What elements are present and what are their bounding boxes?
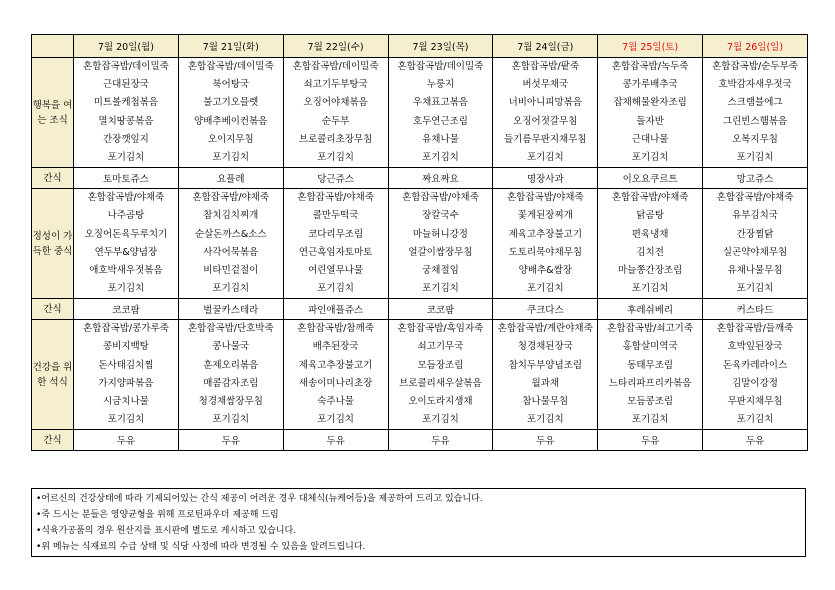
snack-item: 커스타드	[703, 299, 808, 320]
snack-item: 두유	[283, 430, 388, 451]
day-header: 7월 21일(화)	[178, 35, 283, 58]
dish-item: 포기김치	[422, 414, 459, 426]
dish-item: 도토리묵야채무침	[508, 246, 582, 258]
dish-item: 사각어묵볶음	[203, 246, 259, 258]
dish-item: 궁채절임	[422, 264, 459, 276]
dish-item: 참치김치찌개	[203, 210, 259, 222]
breakfast-menu-wed	[283, 58, 388, 168]
dish-item: 참치두부양념조림	[508, 359, 582, 371]
dish-item: 포기김치	[526, 151, 564, 163]
dish-item: 쇠고기두부탕국	[303, 79, 368, 91]
dish-item: 멸치땅콩볶음	[98, 115, 154, 127]
dish-item: 포기김치	[526, 283, 564, 295]
breakfast-menu-sat	[598, 58, 703, 168]
dish-item: 혼합잡곡밥/야채죽	[87, 192, 165, 204]
notes-box	[31, 488, 806, 557]
day-header-sunday: 7월 26일(일)	[703, 35, 808, 58]
dish-item: 오이지무침	[207, 133, 254, 145]
dish-item: 오이도라지생채	[408, 396, 473, 407]
dinner-menu-wed	[283, 320, 388, 430]
dish-item: 연근흑임자토마토	[298, 246, 373, 258]
dinner-menu-tue	[178, 320, 283, 430]
dish-item: 혼합잡곡밥/콩가루죽	[83, 323, 169, 335]
dish-item: 간장깻잎지	[102, 133, 149, 145]
dish-item: 혼합잡곡밥/흑임자죽	[397, 323, 484, 335]
dish-item: 실곤약야채무침	[722, 246, 788, 258]
dish-item: 얼갈이쌈장무침	[408, 246, 473, 258]
snack-item: 벌꿀카스테라	[178, 299, 283, 320]
dish-item: 혼합잡곡밥/참깨죽	[297, 323, 374, 335]
dish-item: 혼합잡곡밥/데이밀죽	[83, 61, 169, 72]
dish-item: 근대된장국	[102, 79, 149, 91]
dish-item: 우채표고볶음	[412, 97, 468, 109]
dinner-label: 건강을 위한 석식	[32, 320, 74, 430]
dish-item: 혼합잡곡밥/팥죽	[511, 61, 580, 72]
dish-item: 혼합잡곡밥/순두부죽	[712, 61, 798, 72]
dish-item: 순두부	[321, 115, 350, 127]
dish-item: 오복지무침	[732, 133, 778, 145]
dish-item: 혼합잡곡밥/야채죽	[611, 192, 689, 204]
dish-item: 김치전	[636, 246, 664, 258]
dish-item: 포기김치	[107, 414, 145, 426]
dish-item: 콩비지백탕	[102, 341, 149, 353]
dish-item: 숙주나물	[317, 396, 354, 407]
dish-item: 돈육카레라이스	[722, 359, 788, 371]
dish-item: 동태무조림	[627, 359, 674, 371]
dish-item: 브로콜리새우살볶음	[399, 377, 482, 389]
dinner-menu-sun	[703, 320, 808, 430]
dish-item: 포기김치	[107, 151, 145, 163]
dish-item: 모듬콩조림	[627, 396, 674, 407]
breakfast-row	[32, 58, 808, 168]
weekly-menu-table	[31, 34, 808, 451]
dish-item: 포기김치	[212, 283, 250, 295]
dish-item: 혼합잡곡밥/단호박죽	[187, 323, 274, 335]
dish-item: 포기김치	[212, 414, 250, 426]
dish-item: 코다리무조림	[308, 228, 364, 240]
dish-item: 양배추&쌈장	[518, 264, 572, 276]
lunch-row	[32, 189, 808, 299]
dish-item: 애호박새우젓볶음	[89, 264, 163, 276]
snack-item: 두유	[493, 430, 598, 451]
dish-item: 버섯무채국	[522, 79, 569, 91]
dish-item: 모듬장조림	[417, 359, 464, 371]
dish-item: 혼합잡곡밥/야채죽	[402, 192, 479, 204]
dish-item: 오징어야채볶음	[303, 97, 368, 109]
dish-item: 혼합잡곡밥/야채죽	[506, 192, 584, 204]
note-line: •식육가공품의 경우 원산지를 표시판에 별도로 게시하고 있습니다.	[36, 526, 297, 536]
lunch-menu-thu	[388, 189, 493, 299]
dish-item: 순살돈까스&소스	[194, 228, 267, 240]
snack-item: 코코팜	[388, 299, 493, 320]
dish-item: 포기김치	[526, 414, 564, 426]
dish-item: 나주곰탕	[107, 210, 145, 222]
dish-item: 무판지채무침	[727, 396, 783, 407]
evening-snack-row	[32, 430, 808, 451]
dish-item: 호박잎된장국	[727, 341, 783, 353]
header-row	[32, 35, 808, 58]
dish-item: 들기름무판지채무침	[504, 133, 587, 145]
day-header: 7월 24일(금)	[493, 35, 598, 58]
dish-item: 청경채된장국	[517, 341, 573, 353]
dish-item: 스크램블에그	[727, 97, 783, 109]
snack-item: 후레쉬베리	[598, 299, 703, 320]
dish-item: 꽃게된장찌개	[517, 210, 573, 222]
dish-item: 혼합잡곡밥/데이밀죽	[292, 61, 379, 72]
note-line: •어르신의 건강상태에 따라 기제되어있는 간식 제공이 어려운 경우 대체식(뉴케어등)을 제공하여 드리고 있습니다.	[36, 494, 483, 504]
dish-item: 청경채쌈장무침	[198, 396, 263, 407]
dish-item: 포기김치	[631, 283, 669, 295]
dish-item: 잡채해물완자조림	[613, 97, 687, 109]
dish-item: 북어탕국	[212, 79, 250, 91]
dish-item: 브로콜리초장무침	[298, 133, 373, 145]
lunch-menu-tue	[178, 189, 283, 299]
dish-item: 포기김치	[631, 151, 669, 163]
day-header: 7월 20일(월)	[74, 35, 179, 58]
lunch-menu-sun	[703, 189, 808, 299]
note-line: •위 메뉴는 식재료의 수급 상태 및 식당 사정에 따라 변경될 수 있음을 알려드립니다.	[36, 542, 366, 552]
dinner-menu-thu	[388, 320, 493, 430]
dish-item: 느타리파프리카볶음	[608, 377, 692, 389]
dish-item: 매콤감자조림	[203, 377, 259, 389]
snack-item: 파인애플쥬스	[283, 299, 388, 320]
snack-label: 간식	[32, 430, 74, 451]
dish-item: 혼합잡곡밥/들깨죽	[716, 323, 794, 335]
snack-label: 간식	[32, 299, 74, 320]
breakfast-menu-tue	[178, 58, 283, 168]
dish-item: 마늘허니강정	[412, 228, 468, 240]
snack-item: 두유	[178, 430, 283, 451]
dish-item: 포기김치	[736, 151, 774, 163]
note-line: •죽 드시는 분들은 영양균형을 위해 프로틴파우더 제공해 드림	[36, 510, 279, 520]
dish-item: 마늘쫑간장조림	[618, 264, 683, 276]
lunch-label: 정성이 가득한 중식	[32, 189, 74, 299]
dish-item: 오징어돈육두루치기	[84, 228, 168, 240]
dish-item: 제육고추장불고기	[298, 359, 373, 371]
breakfast-label: 행복을 여는 조식	[32, 58, 74, 168]
dish-item: 혼합잡곡밥/야채죽	[192, 192, 270, 204]
dish-item: 유채나물	[422, 133, 459, 145]
dish-item: 혼합잡곡밥/야채죽	[716, 192, 794, 204]
dish-item: 월과채	[531, 377, 560, 389]
dish-item: 가지양파볶음	[98, 377, 154, 389]
dish-item: 홍합살미역국	[622, 341, 678, 353]
breakfast-menu-fri	[493, 58, 598, 168]
snack-item: 쿠크다스	[493, 299, 598, 320]
dish-item: 쇠고기무국	[417, 341, 464, 353]
snack-item: 이오요쿠르트	[598, 168, 703, 189]
dish-item: 편육냉채	[631, 228, 669, 240]
dish-item: 참나물무침	[522, 396, 569, 407]
dish-item: 제육고추장불고기	[508, 228, 582, 240]
snack-item: 토마토쥬스	[74, 168, 179, 189]
dish-item: 콩가루배추국	[622, 79, 678, 91]
dish-item: 훈제오리볶음	[203, 359, 259, 371]
dish-item: 누룽지	[426, 79, 455, 91]
dish-item: 김말이강정	[732, 377, 778, 389]
dish-item: 새송이미나리초장	[298, 377, 373, 389]
dish-item: 유채나물무침	[727, 264, 783, 276]
dish-item: 닭곰탕	[636, 210, 664, 222]
dish-item: 혼합잡곡밥/녹두죽	[611, 61, 689, 72]
snack-label: 간식	[32, 168, 74, 189]
lunch-menu-sat	[598, 189, 703, 299]
snack-item: 두유	[598, 430, 703, 451]
dish-item: 돌자반	[636, 115, 664, 127]
day-header: 7월 22일(수)	[283, 35, 388, 58]
snack-item: 명장사과	[493, 168, 598, 189]
snack-item: 요플레	[178, 168, 283, 189]
dish-item: 포기김치	[212, 151, 250, 163]
dish-item: 간장찜닭	[736, 228, 774, 240]
dish-item: 혼합잡곡밥/쇠고기죽	[607, 323, 694, 335]
day-header: 7월 23일(목)	[388, 35, 493, 58]
dish-item: 오징어젓갈무침	[513, 115, 578, 127]
dish-item: 시금치나물	[102, 396, 149, 407]
dish-item: 콜만두떡국	[312, 210, 359, 222]
dish-item: 포기김치	[317, 283, 354, 295]
lunch-menu-mon	[74, 189, 179, 299]
corner-cell	[32, 35, 74, 58]
breakfast-menu-thu	[388, 58, 493, 168]
dish-item: 근대나물	[631, 133, 669, 145]
snack-item: 짜요짜요	[388, 168, 493, 189]
dish-item: 연두부&양념장	[94, 246, 158, 258]
dish-item: 미트볼케첩볶음	[93, 97, 159, 109]
dish-item: 너비아니피망볶음	[508, 97, 582, 109]
snack-item: 당근쥬스	[283, 168, 388, 189]
dish-item: 혼합잡곡밥/계란야채죽	[497, 323, 593, 335]
snack-item: 두유	[388, 430, 493, 451]
day-header-saturday: 7월 25일(토)	[598, 35, 703, 58]
dish-item: 장칼국수	[422, 210, 459, 222]
dish-item: 포기김치	[631, 414, 669, 426]
dish-item: 돈사태김치찜	[98, 359, 154, 371]
snack-item: 두유	[74, 430, 179, 451]
dish-item: 불고기오믈렛	[203, 97, 259, 109]
dish-item: 배추된장국	[312, 341, 359, 353]
afternoon-snack-row	[32, 299, 808, 320]
dish-item: 호박감자새우젓국	[718, 79, 792, 91]
morning-snack-row	[32, 168, 808, 189]
dish-item: 그린빈스햄볶음	[722, 115, 788, 127]
dish-item: 포기김치	[736, 414, 774, 426]
snack-item: 두유	[703, 430, 808, 451]
dish-item: 유부김치국	[732, 210, 778, 222]
dish-item: 콩나물국	[212, 341, 250, 353]
lunch-menu-fri	[493, 189, 598, 299]
breakfast-menu-mon	[74, 58, 179, 168]
dinner-menu-fri	[493, 320, 598, 430]
dish-item: 혼합잡곡밥/데이밀죽	[187, 61, 274, 72]
dish-item: 여린열무나물	[308, 264, 364, 276]
dish-item: 양배추베이컨볶음	[194, 115, 268, 127]
dish-item: 포기김치	[317, 414, 354, 426]
dish-item: 포기김치	[107, 283, 145, 295]
dish-item: 호두연근조림	[412, 115, 468, 127]
snack-item: 망고쥬스	[703, 168, 808, 189]
dish-item: 혼합잡곡밥/데이밀죽	[397, 61, 484, 72]
dish-item: 혼합잡곡밥/야채죽	[297, 192, 374, 204]
snack-item: 코코팜	[74, 299, 179, 320]
dinner-menu-mon	[74, 320, 179, 430]
lunch-menu-wed	[283, 189, 388, 299]
dish-item: 포기김치	[317, 151, 354, 163]
dish-item: 비타민겉절이	[203, 264, 259, 276]
breakfast-menu-sun	[703, 58, 808, 168]
dinner-row	[32, 320, 808, 430]
dish-item: 포기김치	[736, 283, 774, 295]
dish-item: 포기김치	[422, 151, 459, 163]
dish-item: 포기김치	[422, 283, 459, 295]
dinner-menu-sat	[598, 320, 703, 430]
